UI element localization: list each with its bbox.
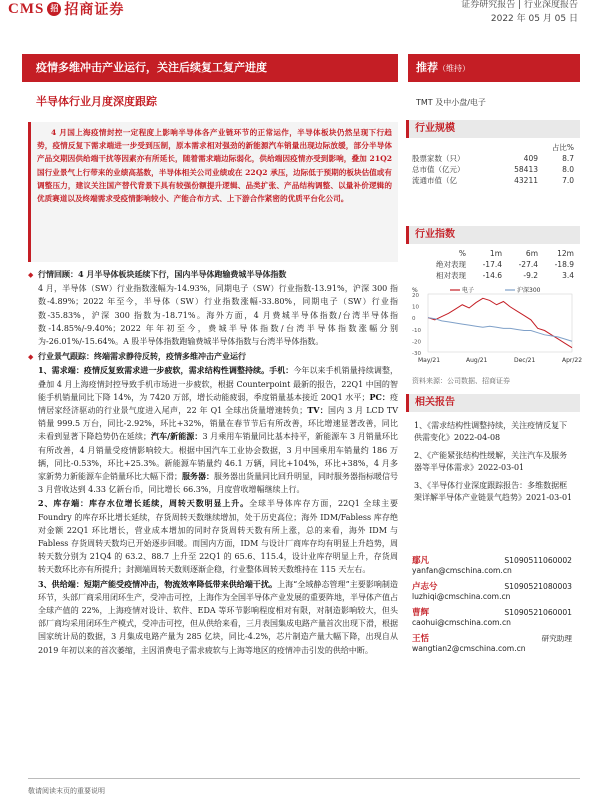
text: 疫情居家经济驱动的行业景气度进入尾声，22 年 Q1 全球出货量增速转负； — [38, 392, 398, 416]
analyst-card — [412, 582, 572, 602]
series-line-1 — [428, 318, 572, 342]
report-date: 2022 年 05 月 05 日 — [490, 14, 578, 24]
bold-lead: 3、供给端：短期产能受疫情冲击，物流效率降低带来供给端干扰。 — [38, 578, 278, 589]
analyst-role: 研究助理 — [541, 634, 572, 643]
legend-label: 沪深300 — [517, 287, 541, 294]
bold-lead: PC： — [369, 391, 390, 402]
text: 国内 3 月 LCD TV 销量 999.5 万台，同比-2.92%，环比+32%，销量在春节节后有所改善，环比增速显著改善，同比未看到显著下降趋势仍在延续； — [38, 406, 398, 442]
analyst-id: S1090521060001 — [504, 608, 572, 617]
text: 全球半导体库存方面，22Q1 全球主要 Foundry 的库存环比增长延续，存货周转天数继续增加，处于历史高位；海外 IDM/Fabless 库存绝对金额 22Q1 环比增长，营业成本增加的同时存货周转天数有所上涨，总的来看，海外 IDM 与 Fabless 存货周转天数均已开始逐步回暖。而国内方面，IDM 与设计厂商库存均有明显上升趋势，周转天数分别为 21Q4 的 63.2、88.7 上升至 22Q1 的 65.6、115.4，设计业库存明显上升，存货周转天数环比亦有所提升；封测端周转天数则逐渐企稳，行业整体周转天数维持在 115 天左右。 — [38, 499, 398, 575]
table-row: 相对表现 -14.6 -9.2 3.4 — [436, 271, 574, 280]
company-logo — [8, 0, 124, 18]
x-tick-label: Aug/21 — [466, 357, 488, 364]
rating-note: （维持） — [438, 64, 470, 73]
list-item[interactable]: 2、《产能紧张结构性缓解，关注汽车及服务器等半导体需求》2022-03-01 — [414, 451, 568, 472]
series-line-0 — [428, 298, 572, 347]
logo-seal-icon: 招 — [47, 2, 61, 16]
report-title: 疫情多维冲击产业运行，关注后续复工复产进度 — [22, 54, 398, 82]
list-item[interactable]: 3、《半导体行业深度跟踪报告：多维数据框架详解半导体产业链景气趋势》2021-03-01 — [414, 481, 573, 502]
analyst-name: 卢志兮 — [412, 582, 438, 592]
index-line-chart — [410, 286, 583, 368]
paragraph — [28, 364, 398, 496]
report-type: 证券研究报告 | 行业深度报告 — [461, 0, 578, 10]
paragraph — [28, 497, 398, 576]
bold-lead: 1、需求端：疫情反复致需求进一步疲软，需求结构性调整持续。 — [38, 365, 270, 376]
industry-scale-heading: 行业规模 — [406, 120, 580, 138]
analyst-name: 鄢凡 — [412, 556, 430, 566]
table-header: % 1m 6m 12m — [458, 249, 574, 258]
analyst-id: S1090521080003 — [504, 582, 572, 591]
text: 服务器出货量同比回升明显，同时服务器指标暖信号 3 月营收达到 4.33 亿新台币，同比增长 66.3%，月度营收增幅继续上行。 — [38, 472, 398, 495]
text: 上海“全域静态管理”主要影响制造环节，头部厂商采用闭环生产，受冲击可控，上海作为全国半导体产业发展的重要阵地，半导体产值占全球产值的 22%，上海疫情对设计、软件、EDA 等环节影响程度相对有限，对制造影响较大，但头部厂商均采用闭环生产模式，受冲击可控，但从供给来看，三月表国集成电路产量首次出现下滑，根据国家统计局的数据，3 月集成电路产量为 285 亿块，同比-4.2%，芯片制造产量大幅下降，出现自从 2019 年初以来的首次萎缩，主因消费电子需求疲软与上海等地区的疫情冲击引发的供给中断。 — [38, 579, 398, 655]
section-heading: ◆ 行业景气跟踪：终端需求静待反转，疫情多维冲击产业运行 — [28, 350, 398, 363]
section-heading: ◆ 行情回顾：4 月半导体板块延续下行，国内半导体跑输费城半导体指数 — [28, 268, 398, 281]
table-row: 总市值（亿元） 58413 8.0 — [412, 165, 574, 174]
text: 3 月乘用车销量同比基本持平，新能源车 3 月销量环比有所改善，4 月销量受疫情影响较大。根据中国汽车工业协会数据，3 月中国乘用车销量约 186 万辆，同比-0.53%，环比+25.3%。新能源车销量约 46.1 万辆，同比+104%，环比+38%，4 月多家新势力新能源车企销量环比大幅下滑； — [38, 432, 399, 482]
summary-box: 4 月国上海疫情封控一定程度上影响半导体各产业链环节的正常运作，半导体板块仍然呈现下行趋势，疫情反复下需求端进一步受到压制，原本需求相对强劲的新能源汽车销量出现边际放缓，部分半导体产品交期因供给端干扰等因素亦有所延长，随着需求端边际弱化，供给端因疫情亦受到影响，叠加 21Q2 国行业景气上行带来的业绩高基数，半导体相关公司业绩或在 22Q2 承压，边际低于预期的板块估值或有调整压力，建议关注国产替代背景下具有较强份额提升逻辑、品类扩张、产品结构调整、以量补价逻辑的优质赛道以及终端需求受疫情影响较小、产能合布方式、上下游合作紧密的优质平台化公司。 — [28, 122, 398, 262]
analyst-email[interactable]: caohui@cmschina.com.cn — [412, 618, 511, 628]
table-row: 流通市值（亿 43211 7.0 — [412, 176, 574, 185]
rating-label: 推荐 — [416, 61, 438, 74]
bold-lead: 服务器： — [182, 471, 214, 482]
x-tick-label: Apr/22 — [562, 357, 583, 364]
y-tick-label: -30 — [412, 351, 421, 357]
paragraph — [28, 578, 398, 657]
footer-note: 敬请阅读末页的重要说明 — [28, 787, 105, 795]
y-tick-label: 10 — [412, 304, 419, 311]
industry-index-heading: 行业指数 — [406, 226, 580, 244]
chart-source: 资料来源：公司数据、招商证券 — [412, 377, 510, 385]
x-tick-label: May/21 — [418, 357, 441, 364]
table-header: 占比% — [551, 143, 574, 152]
sector-label: TMT 及中小盘/电子 — [416, 98, 486, 107]
x-tick-label: Dec/21 — [514, 357, 536, 364]
analyst-id: S1090511060002 — [504, 556, 572, 565]
analyst-name: 曹辉 — [412, 608, 430, 618]
text: 今年以来手机销量持续调整，叠加 4 月上海疫情封控导致手机市场进一步疲软，根据 Counterpoint 最新的报告，22Q1 中国的智能手机销量同比下降 14%，为 7420 万部，增长动能疲弱，季度销量基本接近 20Q1 水平； — [38, 366, 399, 402]
analyst-card — [412, 556, 572, 576]
y-tick-label: 0 — [412, 316, 416, 323]
page-header — [0, 0, 600, 28]
logo-en: CMS — [8, 0, 45, 17]
main-body — [28, 266, 398, 658]
report-subtitle: 半导体行业月度深度跟踪 — [36, 95, 157, 108]
logo-cn: 招商证券 — [64, 2, 125, 18]
y-unit-label: % — [412, 287, 418, 294]
analyst-card — [412, 608, 572, 628]
related-reports-heading: 相关报告 — [406, 394, 580, 412]
analyst-email[interactable]: wangtian2@cmschina.com.cn — [412, 644, 526, 654]
analyst-card — [412, 634, 572, 654]
y-tick-label: -20 — [412, 339, 421, 346]
report-meta — [461, 0, 578, 25]
related-reports-list — [414, 420, 574, 510]
bold-lead: 2、库存端：库存水位增长延续，周转天数明显上升。 — [38, 498, 250, 509]
legend-label: 电子 — [462, 287, 475, 294]
list-item[interactable]: 1、《需求结构性调整持续，关注疫情反复下供需变化》2022-04-08 — [414, 421, 568, 442]
table-row: 绝对表现 -17.4 -27.4 -18.9 — [436, 260, 574, 269]
industry-scale-table — [412, 142, 574, 186]
paragraph: 4 月，半导体（SW）行业指数涨幅为-14.93%，同期电子（SW）行业指数-13.91%，沪深 300 指数-4.89%；2022 年至今，半导体（SW）行业指数涨幅-33.80%，同期电子（SW）行业指数-35.83%，沪深 300 指数为-18.71%。海外方面，4 月费城半导体指数/台湾半导体指数-14.85%/-9.40%；2022 年年初至今，费城半导体指数/台湾半导体指数涨幅分别为-26.01%/-15.64%。A 股半导体指数跑输费城半导体指数与台湾半导体指数。 — [38, 284, 398, 347]
industry-index-table — [412, 248, 574, 281]
y-tick-label: -10 — [412, 327, 421, 334]
footer-divider — [28, 778, 580, 779]
analyst-email[interactable]: luzhiqi@cmschina.com.cn — [412, 592, 511, 602]
bold-lead: 汽车/新能源： — [150, 431, 203, 442]
bold-lead: TV： — [307, 405, 328, 416]
analyst-name: 王恬 — [412, 634, 430, 644]
analyst-email[interactable]: yanfan@cmschina.com.cn — [412, 566, 512, 576]
y-tick-label: 20 — [412, 293, 419, 299]
bold-lead: 手机： — [269, 365, 294, 376]
rating-bar — [408, 54, 580, 82]
table-row: 股票家数（只） 409 8.7 — [412, 154, 574, 163]
